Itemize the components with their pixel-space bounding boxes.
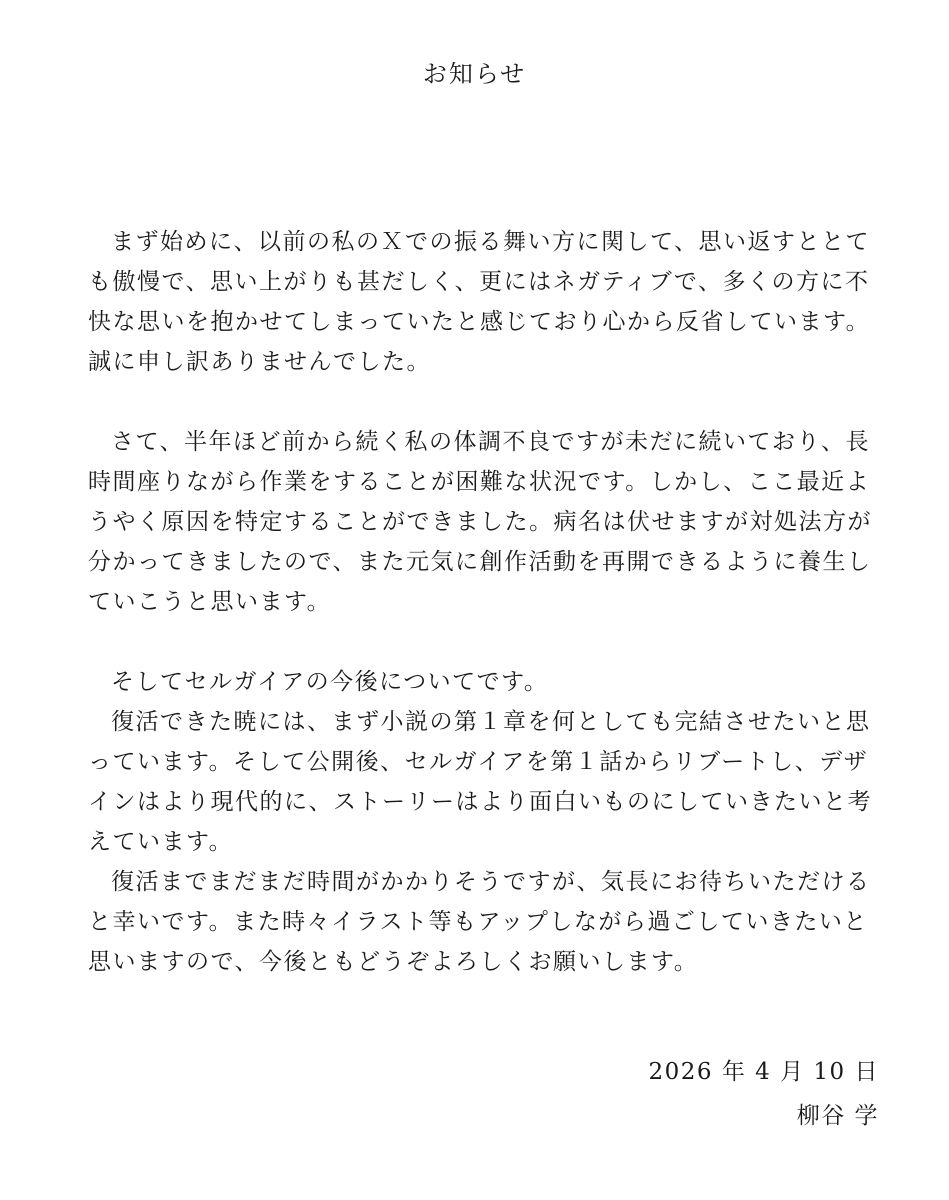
paragraph-apology: まず始めに、以前の私のＸでの振る舞い方に関して、思い返すととても傲慢で、思い上がりも甚だしく、更にはネガティブで、多くの方に不快な思いを抱かせてしまっていたと感じており心から反省しています。誠に申し訳ありませんでした。 bbox=[88, 229, 871, 375]
document-date: 2026 年 4 月 10 日 bbox=[648, 1059, 879, 1085]
paragraph-future-plans: 復活できた暁には、まず小説の第１章を何としても完結させたいと思っています。そして公開後、セルガイアを第１話からリブートし、デザインはより現代的に、ストーリーはより面白いものにしていきたいと考えています。 bbox=[88, 709, 872, 855]
author-name: 柳谷 学 bbox=[796, 1103, 879, 1129]
paragraph-spacer bbox=[88, 382, 888, 422]
signature-block bbox=[649, 1050, 880, 1138]
paragraph-closing: 復活までまだまだ時間がかかりそうですが、気長にお待ちいただけると幸いです。また時々イラスト等もアップしながら過ごしていきたいと思いますので、今後ともどうぞよろしくお願いします。 bbox=[88, 869, 871, 975]
document-title: お知らせ bbox=[422, 60, 527, 88]
paragraph-spacer bbox=[88, 622, 888, 662]
document-body bbox=[88, 222, 888, 982]
paragraph-future-intro: そしてセルガイアの今後についてです。 bbox=[111, 669, 549, 695]
paragraph-health: さて、半年ほど前から続く私の体調不良ですが未だに続いており、長時間座りながら作業をすることが困難な状況です。しかし、ここ最近ようやく原因を特定することができました。病名は伏せますが対処法方が分かってきましたので、また元気に創作活動を再開できるように養生していこうと思います。 bbox=[88, 429, 872, 615]
